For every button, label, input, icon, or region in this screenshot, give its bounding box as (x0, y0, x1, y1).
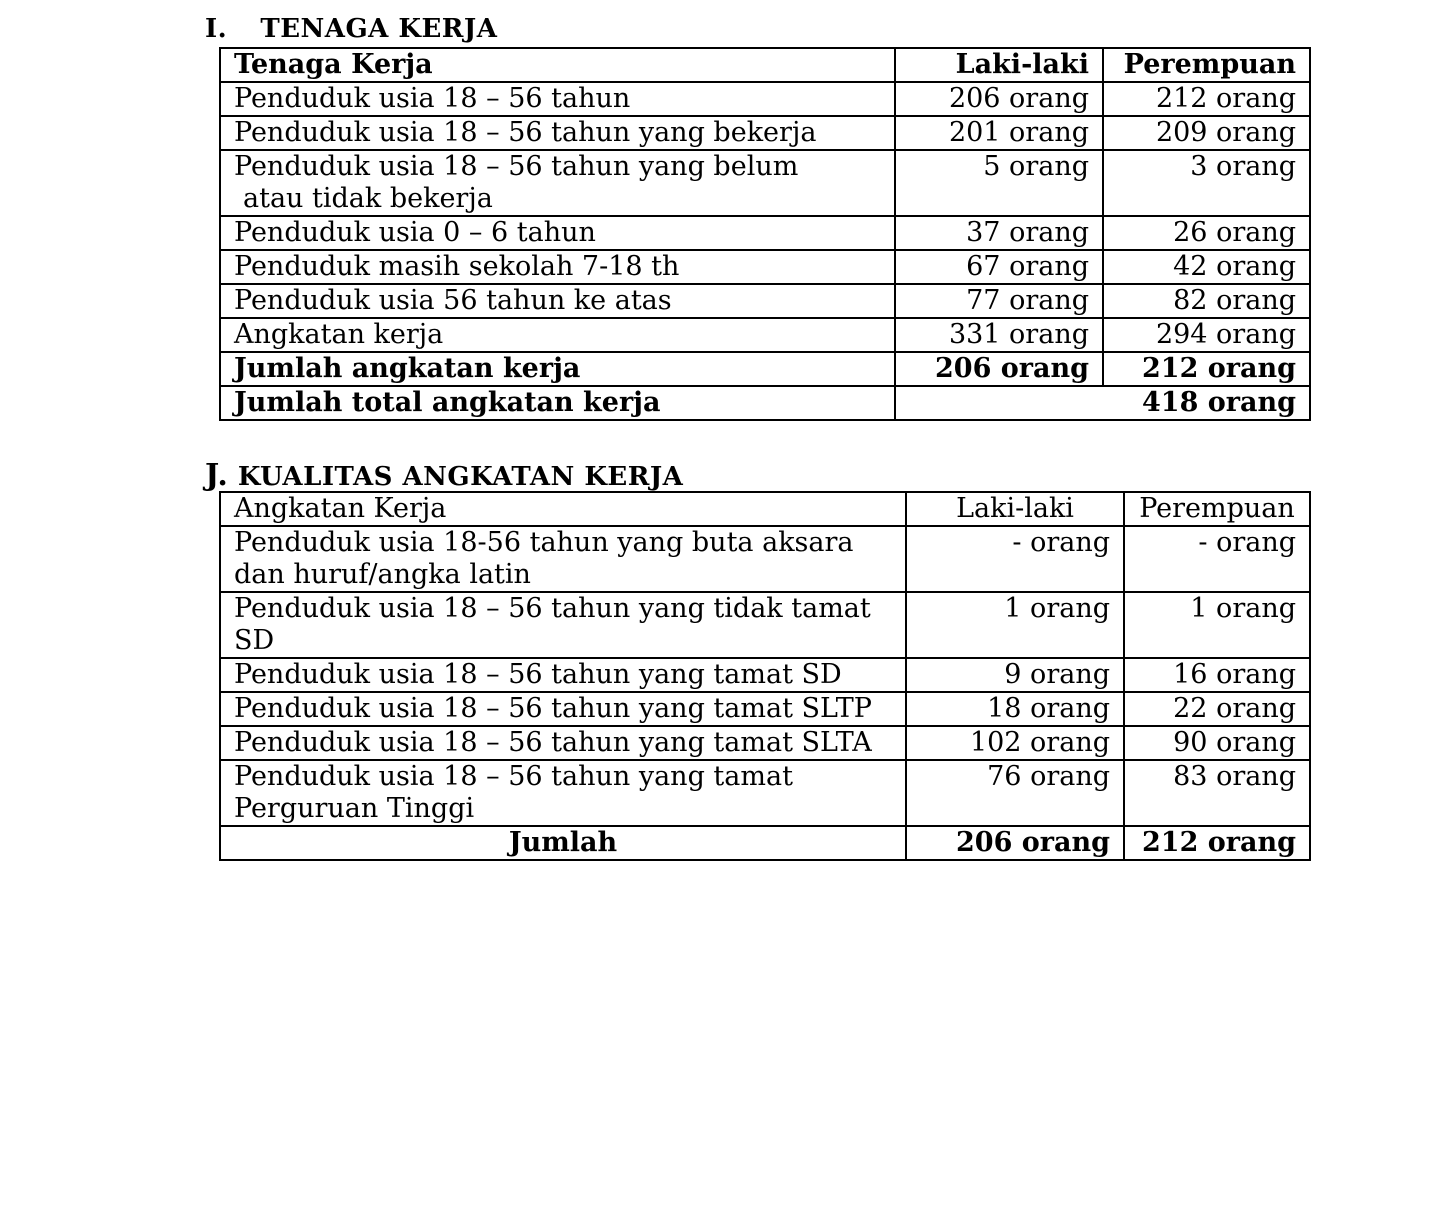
row-male-value: 37 orang (895, 216, 1103, 250)
table-row (220, 150, 1310, 216)
table-row (220, 526, 1310, 592)
section-i-number: I. (205, 14, 228, 44)
section-j-title: KUALITAS ANGKATAN KERJA (237, 462, 684, 492)
row-female-value: 16 orang (1124, 658, 1310, 692)
row-female-value: 3 orang (1103, 150, 1310, 216)
kualitas-angkatan-kerja-table (219, 491, 1311, 861)
table-row (220, 692, 1310, 726)
sum-row-male-value: 206 orang (906, 826, 1124, 860)
row-label: Penduduk usia 18 – 56 tahun yang tamat SLTA (220, 726, 906, 760)
table-row (220, 592, 1310, 658)
row-male-value: 67 orang (895, 250, 1103, 284)
table-row (220, 726, 1310, 760)
row-male-value: 9 orang (906, 658, 1124, 692)
row-male-value: 5 orang (895, 150, 1103, 216)
section-i-heading (205, 14, 497, 44)
row-male-value: 331 orang (895, 318, 1103, 352)
row-female-value: 294 orang (1103, 318, 1310, 352)
row-female-value: 42 orang (1103, 250, 1310, 284)
table-row (220, 82, 1310, 116)
total-row (220, 386, 1310, 420)
sum-row (220, 826, 1310, 860)
row-female-value: 82 orang (1103, 284, 1310, 318)
row-male-value: 102 orang (906, 726, 1124, 760)
row-label: Penduduk usia 0 – 6 tahun (220, 216, 895, 250)
column-header-female: Perempuan (1124, 492, 1310, 526)
row-female-value: 1 orang (1124, 592, 1310, 658)
row-female-value: 212 orang (1103, 82, 1310, 116)
row-female-value: 83 orang (1124, 760, 1310, 826)
section-j-number: J. (205, 458, 229, 493)
row-male-value: - orang (906, 526, 1124, 592)
table-row (220, 658, 1310, 692)
row-female-value: 22 orang (1124, 692, 1310, 726)
column-header-male: Laki-laki (906, 492, 1124, 526)
sum-row-female-value: 212 orang (1103, 352, 1310, 386)
row-label: Penduduk usia 18 – 56 tahun yang tamat Perguruan Tinggi (220, 760, 906, 826)
column-header-category: Tenaga Kerja (220, 48, 895, 82)
table-row (220, 284, 1310, 318)
row-label: Penduduk usia 56 tahun ke atas (220, 284, 895, 318)
row-label (220, 150, 895, 216)
section-i-title: TENAGA KERJA (260, 14, 498, 44)
section-j-heading (205, 458, 683, 493)
row-label-line-2: atau tidak bekerja (243, 183, 493, 214)
row-male-value: 1 orang (906, 592, 1124, 658)
row-female-value: - orang (1124, 526, 1310, 592)
table-row (220, 760, 1310, 826)
row-female-value: 26 orang (1103, 216, 1310, 250)
table-row (220, 250, 1310, 284)
row-male-value: 206 orang (895, 82, 1103, 116)
row-male-value: 76 orang (906, 760, 1124, 826)
row-male-value: 77 orang (895, 284, 1103, 318)
row-male-value: 18 orang (906, 692, 1124, 726)
column-header-male: Laki-laki (895, 48, 1103, 82)
row-female-value: 209 orang (1103, 116, 1310, 150)
row-label: Penduduk usia 18 – 56 tahun yang tidak tamat SD (220, 592, 906, 658)
table-row (220, 216, 1310, 250)
total-row-label: Jumlah total angkatan kerja (220, 386, 895, 420)
row-label: Penduduk usia 18 – 56 tahun yang tamat SLTP (220, 692, 906, 726)
column-header-category: Angkatan Kerja (220, 492, 906, 526)
sum-row-female-value: 212 orang (1124, 826, 1310, 860)
row-label-line-1: Penduduk usia 18 – 56 tahun yang belum (234, 151, 799, 182)
table-row (220, 116, 1310, 150)
column-header-female: Perempuan (1103, 48, 1310, 82)
row-label: Penduduk masih sekolah 7-18 th (220, 250, 895, 284)
row-label: Penduduk usia 18 – 56 tahun yang tamat SD (220, 658, 906, 692)
table-row (220, 318, 1310, 352)
row-label: Angkatan kerja (220, 318, 895, 352)
sum-row-label: Jumlah (220, 826, 906, 860)
row-female-value: 90 orang (1124, 726, 1310, 760)
row-label: Penduduk usia 18 – 56 tahun (220, 82, 895, 116)
total-row-value: 418 orang (895, 386, 1310, 420)
sum-row (220, 352, 1310, 386)
tenaga-kerja-table (219, 47, 1311, 421)
table-header-row (220, 48, 1310, 82)
row-label: Penduduk usia 18 – 56 tahun yang bekerja (220, 116, 895, 150)
table-header-row (220, 492, 1310, 526)
sum-row-label: Jumlah angkatan kerja (220, 352, 895, 386)
sum-row-male-value: 206 orang (895, 352, 1103, 386)
row-label: Penduduk usia 18-56 tahun yang buta aksara dan huruf/angka latin (220, 526, 906, 592)
row-male-value: 201 orang (895, 116, 1103, 150)
